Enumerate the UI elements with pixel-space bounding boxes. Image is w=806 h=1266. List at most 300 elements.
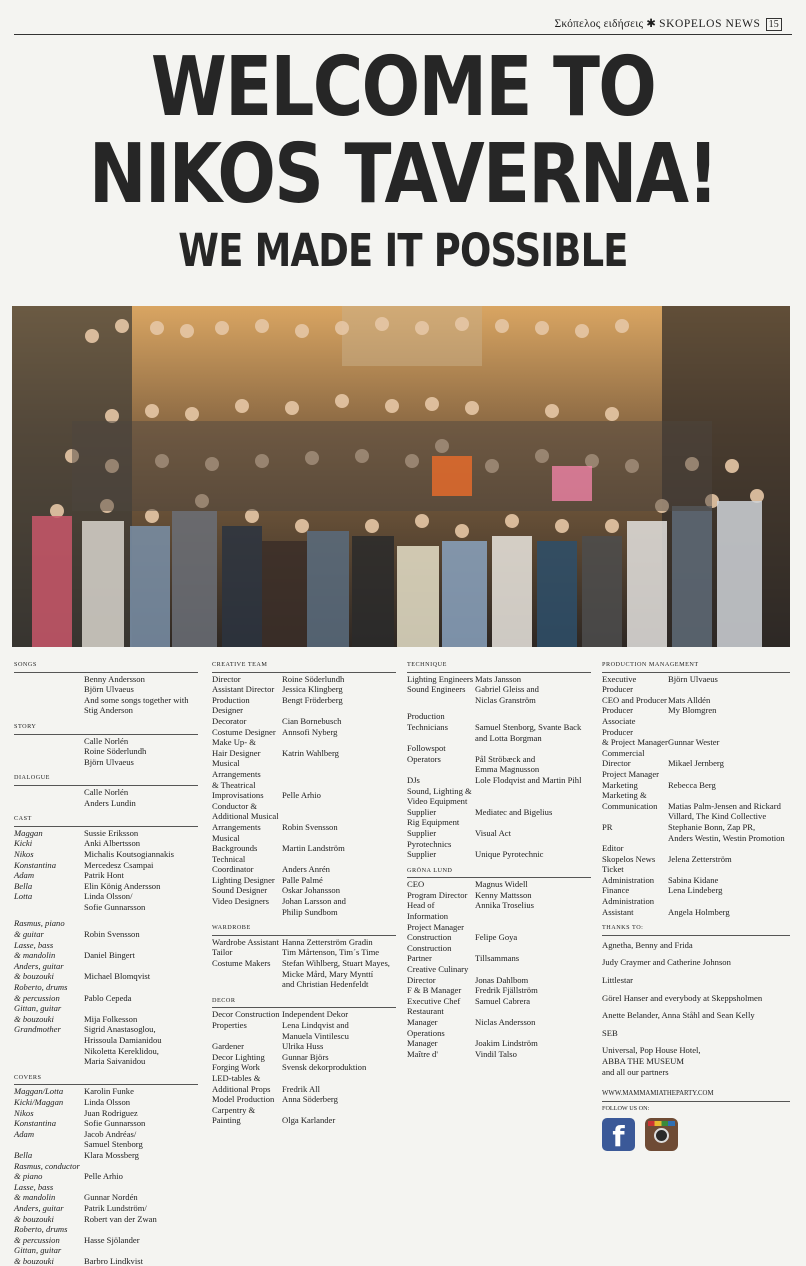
grona-credit-row [407,953,591,964]
technique-credit-name: Samuel Stenborg, Svante Back [475,721,582,732]
wardrobe-credit-role: Costume Makers [212,958,271,969]
production-credit-name: Rebecca Berg [668,779,716,790]
instagram-icon[interactable] [645,1118,678,1151]
decor-credit-role [212,1031,282,1042]
production-credit-role: Project Manager [602,768,660,779]
story-credit: Björn Ulvaeus [84,756,134,767]
creative-credit-row [212,854,396,865]
cast-row [14,971,198,982]
grona-credit-role: Operations [407,1027,445,1038]
production-credit-name: Sabina Kidane [668,874,719,885]
wardrobe-credit-name: Tim Mårtenson, Tim´s Time [282,947,380,958]
decor-credit-row [212,1041,396,1052]
grona-credit-name: Fredrik Fjällström [475,985,538,996]
grona-credit-row [407,1006,591,1017]
creative-credit-row [212,695,396,716]
section-heading-story: STORY [14,722,198,735]
cast-row [14,891,198,902]
grona-credit-name: Annika Troselius [475,900,534,911]
technique-credit-name: Mats Jansson [475,673,522,684]
cover-row [14,1118,198,1129]
cover-role: & bouzouki [14,1213,54,1224]
technique-credit-row [407,743,591,754]
production-credit-role [602,833,668,844]
grona-credit-name: Jonas Dahlbom [475,974,529,985]
technique-credit-row [407,764,591,775]
newspaper-header [14,14,792,35]
cover-role: Kicki/Maggan [14,1096,64,1107]
cast-role: & bouzouki [14,1013,54,1024]
section-heading-grona-lund: GRÖNA LUND [407,866,591,879]
decor-credit-role: Painting [212,1115,241,1126]
technique-credit-role [407,764,475,775]
decor-credit-row [212,1052,396,1063]
paper-name: SKOPELOS NEWS [659,18,761,30]
cast-role [14,1046,84,1057]
production-credit-row [602,896,790,907]
technique-credit-role: Sound Engineers [407,684,466,695]
production-credit-name: Björn Ulvaeus [668,673,718,684]
production-credit-row [602,748,790,759]
production-credit-row [602,843,790,854]
decor-credit-name: Svensk dekorproduktion [282,1062,367,1073]
cover-row [14,1171,198,1182]
grona-credit-row [407,1049,591,1060]
cast-row [14,982,198,993]
cover-name: Gunnar Nordén [84,1192,138,1203]
creative-credit-role: Costume Designer [212,726,276,737]
production-credit-role: Assistant [602,906,634,917]
cast-role: Rasmus, piano [14,918,65,929]
cover-row [14,1161,198,1172]
cast-row [14,849,198,860]
grona-credit-role: Partner [407,953,432,964]
production-credit-name: Mats Alldén [668,694,711,705]
production-credit-name: Matias Palm-Jensen and Rickard [668,800,781,811]
production-credit-row [602,769,790,780]
thanks-item: SEB [602,1027,618,1038]
cover-name: Juan Rodriguez [84,1107,138,1118]
headline-line-2: NIKOS TAVERNA! [88,127,718,222]
technique-credit-name: Mediatec and Bigelius [475,806,553,817]
songs-list [14,674,198,716]
production-credit-row [602,822,790,833]
decor-credit-name [282,1105,396,1116]
decor-credit-role: Carpentry & [212,1104,256,1115]
decor-credit-role: Decor Construction [212,1009,280,1020]
cast-role: & guitar [14,929,44,940]
technique-credit-row [407,674,591,685]
cast-role: & mandolin [14,950,56,961]
wardrobe-credit-role [212,979,282,990]
cover-role: Rasmus, conductor [14,1160,80,1171]
section-heading-creative-team: CREATIVE TEAM [212,660,396,673]
technique-credit-role: Technicians [407,721,448,732]
decor-credit-role: Decor Lighting [212,1051,265,1062]
cover-name: Hasse Sjölander [84,1234,140,1245]
wardrobe-credit-row [212,958,396,969]
wardrobe-credit-row [212,969,396,980]
decor-credit-name: Gunnar Björs [282,1051,329,1062]
decor-credit-role: Properties [212,1020,247,1030]
cast-role [14,1035,84,1046]
technique-credit-role: Sound, Lighting & [407,785,472,796]
decor-credit-name: Olga Karlander [282,1115,336,1126]
grona-credit-role: Construction [407,942,452,953]
creative-credit-name [282,758,396,779]
thanks-item: Görel Hanser and everybody at Skeppsholmen [602,992,763,1003]
creative-credit-row [212,737,396,748]
group-photo-illustration [12,306,790,647]
grona-credit-name: Tillsammans [475,953,520,964]
production-credit-row [602,854,790,865]
technique-credit-role: Operators [407,753,441,764]
grona-credit-role: Program Director [407,889,468,900]
technique-credit-row [407,733,591,744]
decor-credit-row [212,1062,396,1073]
technique-credit-row [407,711,591,722]
grona-credit-name: Felipe Goya [475,932,518,943]
wardrobe-credit-role [212,969,282,980]
cast-role [14,1056,84,1067]
cover-name: Pelle Arhio [84,1171,123,1182]
creative-credit-row [212,822,396,833]
cast-row [14,1014,198,1025]
production-credit-name: My Blomgren [668,705,717,716]
cast-name [84,961,198,972]
follow-us-label: FOLLOW US ON: [602,1104,650,1112]
production-credit-name: Villard, The Kind Collective [668,811,767,822]
cast-name [84,982,198,993]
production-credit-role: Marketing [602,779,638,790]
production-credit-name: Lena Lindeberg [668,885,723,896]
cast-role: & bouzouki [14,971,54,982]
creative-list [212,674,396,918]
section-heading-technique: TECHNIQUE [407,660,591,673]
headline-subtitle: WE MADE IT POSSIBLE [178,224,628,277]
technique-credit-row [407,684,591,695]
technique-credit-role: Rig Equipment [407,817,460,828]
cover-name [84,1245,198,1256]
grona-credit-name [475,1006,591,1017]
technique-credit-row [407,722,591,733]
creative-credit-role: Hair Designer [212,747,261,758]
creative-credit-role: Musical Arrangements [212,758,261,779]
thanks-item: Universal, Pop House Hotel, ABBA THE MUSEUM and all our partners [602,1045,701,1077]
wardrobe-credit-row [212,937,396,948]
creative-credit-role: Conductor & [212,800,258,811]
technique-credit-row [407,796,591,807]
production-credit-row [602,833,790,844]
technique-credit-row [407,786,591,797]
section-heading-songs: SONGS [14,660,198,673]
production-credit-name [668,843,790,854]
section-heading-cast: CAST [14,814,198,827]
grona-credit-name [475,922,591,933]
creative-credit-row [212,811,396,822]
technique-credit-row [407,817,591,828]
cover-role: Gittan, guitar [14,1245,62,1256]
cast-role [14,902,84,913]
cover-row [14,1203,198,1214]
column-songs-cast [14,660,198,1266]
cast-name: Anki Albertsson [84,838,141,849]
creative-credit-name: Cian Bornebusch [282,715,342,726]
cover-name [84,1224,198,1235]
cast-role: Lotta [14,891,33,902]
cast-role: Adam [14,870,35,881]
grona-credit-row [407,900,591,921]
production-credit-name: Stephanie Bonn, Zap PR, [668,821,756,832]
dialogue-credit: Calle Norlén [84,786,129,797]
decor-credit-name: Manuela Vintilescu [282,1030,349,1041]
wardrobe-credit-name: and Christian Hedenfeldt [282,979,369,990]
production-credit-row [602,907,790,918]
decor-credit-row [212,1031,396,1042]
technique-credit-row [407,695,591,706]
creative-credit-role: Video Designers [212,896,270,907]
creative-credit-role: & Theatrical [212,779,256,790]
decor-credit-role: Forging Work [212,1062,260,1073]
wardrobe-list [212,937,396,990]
grona-credit-role: Executive Chef [407,995,461,1006]
creative-credit-name: Pelle Arhio [282,790,321,801]
production-credit-role: Producer [602,705,634,716]
decor-list [212,1009,396,1126]
cover-role: & bouzouki [14,1255,54,1266]
grona-credit-role: CEO [407,879,425,890]
website-url[interactable]: WWW.MAMMAMIATHEPARTY.COM [602,1089,790,1102]
cast-role: Roberto, drums [14,982,68,993]
grona-credit-role: Restaurant [407,1006,444,1017]
cover-name: Klara Mossberg [84,1149,139,1160]
grona-credit-role: Maître d' [407,1048,438,1059]
creative-credit-role: Technical [212,853,246,864]
grona-credit-name: Niclas Andersson [475,1017,536,1027]
cover-row [14,1192,198,1203]
technique-credit-role: Supplier [407,849,437,860]
cover-row [14,1139,198,1150]
cover-role: & mandolin [14,1192,56,1203]
creative-credit-row [212,758,396,779]
cast-role: Bella [14,880,33,891]
technique-credit-name [475,711,591,722]
headline-line-1: WELCOME TO [150,40,656,135]
creative-credit-name: Johan Larsson and [282,896,346,907]
songs-credit: Björn Ulvaeus [84,684,134,695]
story-credit: Roine Söderlundh [84,746,147,757]
cover-row [14,1214,198,1225]
cast-role: Kicki [14,838,33,849]
cover-row [14,1245,198,1256]
technique-credit-row [407,754,591,765]
production-list [602,674,790,918]
creative-credit-name: Philip Sundbom [282,906,338,917]
section-heading-wardrobe: WARDROBE [212,923,396,936]
creative-credit-row [212,748,396,759]
wardrobe-credit-name: Hanna Zetterström Gradin [282,936,373,947]
grona-credit-row [407,932,591,943]
cover-row [14,1150,198,1161]
cover-row [14,1182,198,1193]
creative-credit-role: Coordinator [212,864,254,875]
story-list [14,736,198,768]
cast-role: Lasse, bass [14,939,54,950]
grona-credit-row [407,922,591,933]
production-credit-role: PR [602,821,613,832]
creative-credit-name: Anders Anrén [282,864,330,875]
cast-name: Maria Saivanidou [84,1056,146,1067]
cover-role: Bella [14,1149,33,1160]
production-credit-name: Mikael Jernberg [668,758,724,769]
technique-credit-role [407,733,475,744]
section-heading-covers: COVERS [14,1073,198,1086]
grona-credit-name [475,964,591,975]
production-credit-role: Administration [602,896,655,907]
creative-credit-name: Martin Landström [282,843,345,854]
decor-credit-role: Gardener [212,1041,244,1052]
thanks-item: Agnetha, Benny and Frida [602,939,693,950]
thanks-list [602,940,790,1077]
production-credit-name: Gunnar Wester [668,737,720,748]
decor-credit-name: Fredrik All [282,1083,320,1094]
cast-name [84,940,198,951]
cast-row [14,950,198,961]
creative-credit-row [212,885,396,896]
cover-role: & percussion [14,1234,60,1245]
decor-credit-role: Model Production [212,1094,275,1105]
decor-credit-name: Independent Dekor [282,1009,349,1020]
grona-credit-row [407,879,591,890]
cover-name: Patrik Lundström/ [84,1202,147,1213]
story-credit: Calle Norlén [84,735,129,746]
cast-role: Grandmother [14,1024,61,1035]
wardrobe-credit-row [212,979,396,990]
production-credit-name [668,790,790,801]
column-creative-team [212,660,396,1126]
cast-row [14,838,198,849]
creative-credit-name: Palle Palmé [282,874,323,885]
cast-name: Hrissoula Damianidou [84,1035,162,1045]
creative-credit-role: Lighting Designer [212,874,275,885]
grona-credit-row [407,996,591,1007]
cover-row [14,1256,198,1266]
technique-credit-row [407,807,591,818]
creative-credit-row [212,780,396,791]
production-credit-name [668,864,790,875]
creative-credit-name [282,833,396,844]
cast-name: Mercedesz Csampai [84,859,154,870]
grona-credit-name: Joakim Lindström [475,1038,538,1049]
technique-credit-name [475,786,591,797]
thanks-item: Judy Craymer and Catherine Johnson [602,957,731,968]
cast-name: Elin König Andersson [84,880,161,891]
creative-credit-row [212,907,396,918]
production-credit-role: Editor [602,843,624,854]
creative-credit-row [212,674,396,685]
cover-name: Samuel Stenborg [84,1139,143,1150]
decor-credit-row [212,1115,396,1126]
grona-credit-role: F & B Manager [407,985,462,996]
group-photo [12,306,790,647]
cast-row [14,1024,198,1035]
dialogue-list [14,787,198,808]
cast-name [84,1003,198,1014]
creative-credit-row [212,896,396,907]
technique-credit-name [475,743,591,754]
facebook-icon[interactable]: f [602,1118,635,1151]
grona-credit-row [407,975,591,986]
production-credit-row [602,790,790,801]
creative-credit-role: Director [212,673,241,684]
cover-role: Anders, guitar [14,1202,64,1213]
production-credit-name [668,896,790,907]
grona-list [407,879,591,1059]
songs-credit: Benny Andersson [84,673,145,684]
cover-name [84,1161,198,1172]
cast-role: Konstantina [14,859,57,870]
cast-name: Sigrid Anastasoglou, [84,1024,156,1035]
cast-list [14,828,198,1067]
creative-credit-name: Oskar Johansson [282,885,341,896]
creative-credit-role: Sound Designer [212,885,268,896]
technique-credit-row [407,828,591,839]
grona-credit-row [407,943,591,954]
technique-credit-name: Unique Pyrotechnic [475,849,544,860]
creative-credit-role: Decorator [212,715,247,726]
technique-credit-name: Lole Flodqvist and Martin Pihl [475,774,582,785]
cast-row [14,993,198,1004]
technique-credit-name [475,817,591,828]
decor-credit-role: Additional Props [212,1083,271,1094]
grona-credit-row [407,1028,591,1039]
cast-role: Anders, guitar [14,960,64,971]
technique-credit-row [407,849,591,860]
cast-row [14,940,198,951]
production-credit-row [602,885,790,896]
cast-row [14,860,198,871]
cover-row [14,1086,198,1097]
cover-name: Sofie Gunnarsson [84,1118,146,1129]
cast-row [14,902,198,913]
cover-row [14,1108,198,1119]
creative-credit-row [212,716,396,727]
cast-role: Maggan [14,827,43,838]
decor-credit-row [212,1009,396,1020]
production-credit-role: Finance [602,885,630,896]
creative-credit-row [212,875,396,886]
creative-credit-role [212,907,282,918]
cover-role: Adam [14,1128,35,1139]
grona-credit-row [407,964,591,975]
cover-name: Barbro Lindkvist [84,1255,143,1266]
technique-credit-name: Gabriel Gleiss and [475,684,539,695]
creative-credit-row [212,684,396,695]
creative-credit-name: Bengt Fröderberg [282,694,343,705]
technique-credit-role: Followspot [407,743,446,754]
cast-row [14,828,198,839]
production-credit-name: Jelena Zetterström [668,853,732,864]
thanks-item: Anette Belander, Anna Ståhl and Sean Kelly [602,1010,755,1021]
cast-row [14,881,198,892]
grona-credit-name: Magnus Widell [475,879,528,890]
technique-credit-role: Video Equipment [407,796,468,807]
cast-name: Pablo Cepeda [84,992,132,1003]
cast-name: Mija Folkesson [84,1013,138,1024]
creative-credit-name: Katrin Wahlberg [282,747,339,758]
greek-title: Σκόπελος ειδήσεις [554,18,644,30]
songs-credit: And some songs together with [84,694,189,705]
